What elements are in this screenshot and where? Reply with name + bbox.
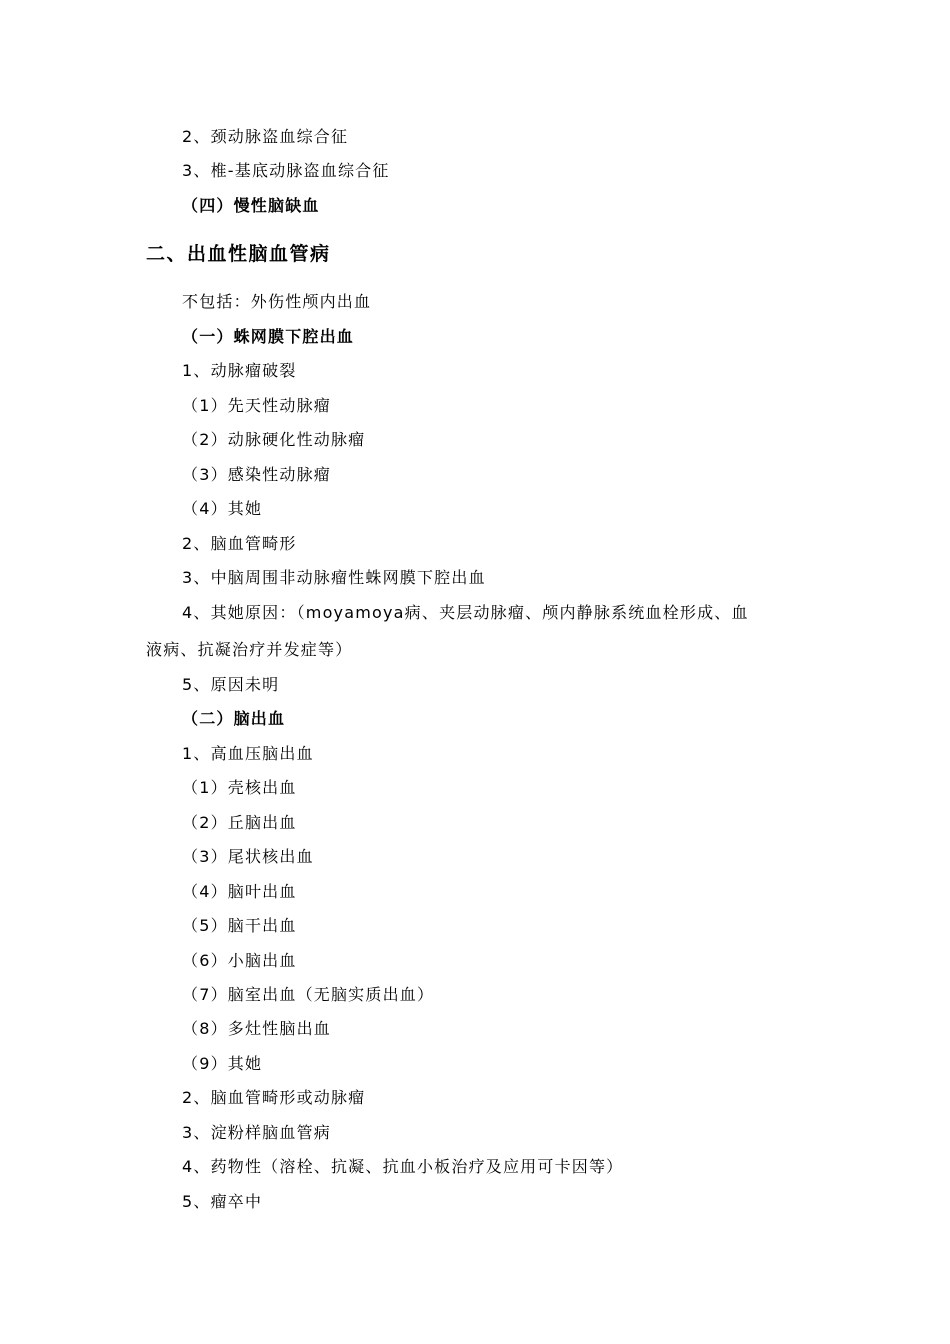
- list-item: （3）尾状核出血: [182, 847, 314, 866]
- list-item: 4、药物性（溶栓、抗凝、抗血小板治疗及应用可卡因等）: [182, 1157, 624, 1176]
- list-item: 2、脑血管畸形: [182, 534, 297, 553]
- list-item: 1、高血压脑出血: [182, 744, 314, 763]
- list-item: （5）脑干出血: [182, 916, 297, 935]
- list-item: （7）脑室出血（无脑实质出血）: [182, 985, 435, 1004]
- list-item: 2、颈动脉盗血综合征: [182, 127, 349, 146]
- list-item: （1）先天性动脉瘤: [182, 396, 331, 415]
- list-item: （2）丘脑出血: [182, 813, 297, 832]
- note-text: 不包括：外伤性颅内出血: [182, 292, 372, 311]
- list-item: 1、动脉瘤破裂: [182, 361, 297, 380]
- list-item: （8）多灶性脑出血: [182, 1019, 331, 1038]
- list-item: （3）感染性动脉瘤: [182, 465, 331, 484]
- list-item: 5、原因未明: [182, 675, 280, 694]
- list-item: （4）其她: [182, 499, 263, 518]
- list-item: （2）动脉硬化性动脉瘤: [182, 430, 366, 449]
- list-item-continuation: 液病、抗凝治疗并发症等）: [146, 640, 353, 659]
- subsection-heading: （一）蛛网膜下腔出血: [182, 327, 355, 346]
- subsection-heading: （二）脑出血: [182, 709, 286, 728]
- list-item: 4、其她原因：（moyamoya病、夹层动脉瘤、颅内静脉系统血栓形成、血: [182, 603, 749, 622]
- list-item: （4）脑叶出血: [182, 882, 297, 901]
- list-item: 3、淀粉样脑血管病: [182, 1123, 331, 1142]
- list-item: 5、瘤卒中: [182, 1192, 263, 1211]
- list-item: 2、脑血管畸形或动脉瘤: [182, 1088, 366, 1107]
- list-item: 3、椎-基底动脉盗血综合征: [182, 161, 390, 180]
- list-item: 3、中脑周围非动脉瘤性蛛网膜下腔出血: [182, 568, 486, 587]
- list-item: （6）小脑出血: [182, 951, 297, 970]
- subsection-heading: （四）慢性脑缺血: [182, 196, 320, 215]
- section-heading: 二、出血性脑血管病: [146, 243, 331, 265]
- list-item: （9）其她: [182, 1054, 263, 1073]
- list-item: （1）壳核出血: [182, 778, 297, 797]
